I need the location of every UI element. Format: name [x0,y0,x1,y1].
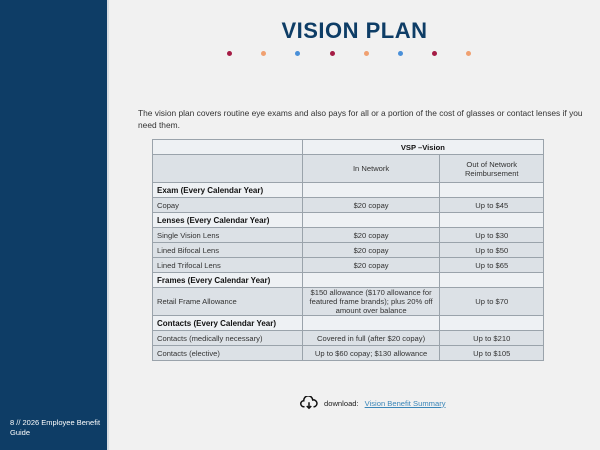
download-row [300,396,446,410]
subheader-blank [153,155,303,183]
out-network-header: Out of Network Reimbursement [440,155,544,183]
row-label: Frames (Every Calendar Year) [153,273,303,288]
intro-paragraph: The vision plan covers routine eye exams and also pays for all or a portion of the cost of glasses or contact lenses if you need them. [138,108,583,130]
decorative-dots [227,51,472,57]
row-label: Contacts (Every Calendar Year) [153,316,303,331]
table-row [153,258,544,273]
vision-benefits-table [152,139,544,361]
out-network-value [440,213,544,228]
plan-header: VSP –Vision [302,140,543,155]
page-title: VISION PLAN [281,18,428,43]
table-row [153,346,544,361]
out-network-value: Up to $50 [440,243,544,258]
row-label: Exam (Every Calendar Year) [153,183,303,198]
in-network-value: $150 allowance ($170 allowance for featured frame brands); plus 20% off amount over balance [302,288,440,316]
sidebar [0,0,107,450]
sidebar-edge [107,0,109,450]
table-header-row [153,140,544,155]
out-network-value: Up to $65 [440,258,544,273]
cloud-download-icon[interactable] [300,396,318,410]
out-network-value [440,183,544,198]
download-label: download: [324,398,359,408]
section-row [153,213,544,228]
decorative-dot [364,51,369,56]
out-network-value: Up to $105 [440,346,544,361]
decorative-dot [295,51,300,56]
header-blank [153,140,303,155]
decorative-dot [398,51,403,56]
in-network-value: Up to $60 copay; $130 allowance [302,346,440,361]
in-network-value [302,273,440,288]
vision-benefit-summary-link[interactable]: Vision Benefit Summary [364,398,446,408]
decorative-dot [227,51,232,56]
row-label: Copay [153,198,303,213]
in-network-value [302,213,440,228]
in-network-header: In Network [302,155,440,183]
decorative-dot [466,51,471,56]
row-label: Lined Bifocal Lens [153,243,303,258]
table-row [153,198,544,213]
page-footer: 8 // 2026 Employee Benefit Guide [10,418,101,437]
row-label: Single Vision Lens [153,228,303,243]
out-network-value [440,273,544,288]
in-network-value: Covered in full (after $20 copay) [302,331,440,346]
in-network-value: $20 copay [302,243,440,258]
table-subheader-row [153,155,544,183]
section-row [153,316,544,331]
in-network-value: $20 copay [302,258,440,273]
out-network-value: Up to $210 [440,331,544,346]
table-row [153,228,544,243]
row-label: Retail Frame Allowance [153,288,303,316]
in-network-value: $20 copay [302,228,440,243]
row-label: Contacts (elective) [153,346,303,361]
table-row [153,243,544,258]
in-network-value: $20 copay [302,198,440,213]
out-network-value [440,316,544,331]
in-network-value [302,316,440,331]
row-label: Lined Trifocal Lens [153,258,303,273]
in-network-value [302,183,440,198]
decorative-dot [330,51,335,56]
row-label: Lenses (Every Calendar Year) [153,213,303,228]
out-network-value: Up to $45 [440,198,544,213]
decorative-dot [432,51,437,56]
out-network-value: Up to $70 [440,288,544,316]
row-label: Contacts (medically necessary) [153,331,303,346]
table-row [153,288,544,316]
section-row [153,183,544,198]
out-network-value: Up to $30 [440,228,544,243]
table-row [153,331,544,346]
section-row [153,273,544,288]
decorative-dot [261,51,266,56]
